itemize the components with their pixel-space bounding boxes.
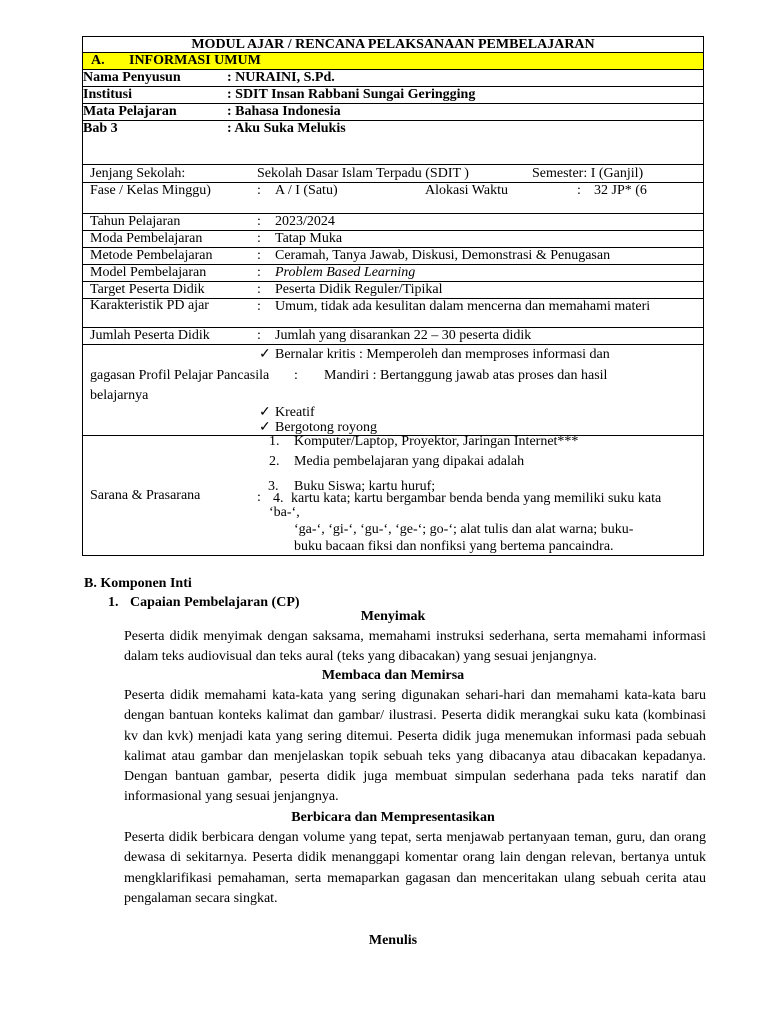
subheading-berbicara: Berbicara dan Mempresentasikan <box>291 810 495 825</box>
row-value: Ceramah, Tanya Jawab, Diskusi, Demonstrasi & Penugasan <box>275 248 611 263</box>
row-colon: : <box>257 490 261 505</box>
row-value: : Aku Suka Melukis <box>227 121 346 136</box>
row-value: Peserta Didik Reguler/Tipikal <box>275 282 443 297</box>
table-row <box>83 248 703 265</box>
info-table <box>82 36 704 556</box>
table-row-profil <box>83 345 703 436</box>
row-key: Jenjang Sekolah: <box>90 166 186 181</box>
table-row-fase <box>83 183 703 214</box>
row-key: Sarana & Prasarana <box>90 488 201 503</box>
row-key: Karakteristik PD ajar <box>90 298 209 313</box>
profil-item <box>259 347 610 363</box>
table-row <box>83 70 703 87</box>
row-key: Nama Penyusun <box>83 70 181 85</box>
list-item: Buku Siswa; kartu huruf; <box>294 479 436 494</box>
row-key: Model Pembelajaran <box>90 265 207 280</box>
section-a-row <box>83 53 703 70</box>
row-colon: : <box>257 328 261 343</box>
table-row <box>83 265 703 282</box>
cp-title: Capaian Pembelajaran (CP) <box>130 595 300 610</box>
row-colon: : <box>257 183 261 198</box>
profil-item-text: Kreatif <box>275 405 315 420</box>
row-colon: : <box>257 282 261 297</box>
row-value: Problem Based Learning <box>275 265 416 280</box>
row-value: : Bahasa Indonesia <box>227 104 341 119</box>
row-key: Target Peserta Didik <box>90 282 205 297</box>
subheading-menyimak: Menyimak <box>360 609 426 624</box>
profil-item-text: Bernalar kritis : Memperoleh dan memproses informasi dan <box>275 347 610 362</box>
row-value: Tatap Muka <box>275 231 343 246</box>
row-value: : NURAINI, S.Pd. <box>227 70 335 85</box>
check-icon: ✓ <box>259 405 271 420</box>
table-row <box>83 87 703 104</box>
row-colon: : <box>257 248 261 263</box>
row-value: Umum, tidak ada kesulitan dalam mencerna dan memahami materi <box>275 299 651 314</box>
list-item: Komputer/Laptop, Proyektor, Jaringan Internet*** <box>294 434 579 449</box>
row-colon: : <box>257 299 261 314</box>
cp-number: 1. <box>108 595 119 610</box>
list-number: 4. <box>273 491 284 506</box>
list-number: 1. <box>269 434 280 449</box>
list-item-cont: ‘ga-‘, ‘gi-‘, ‘gu-‘, ‘ge-‘; go-‘; alat tulis dan alat warna; buku- <box>294 522 634 537</box>
profil-item-text: Bergotong royong <box>275 420 378 435</box>
section-a-title: INFORMASI UMUM <box>129 53 261 68</box>
alokasi-colon: : <box>577 183 581 198</box>
row-key: Moda Pembelajaran <box>90 231 203 246</box>
row-key: Institusi <box>83 87 133 102</box>
list-item-cont: ‘ba-‘, <box>269 505 300 520</box>
list-item-cont: buku bacaan fiksi dan nonfiksi yang bertema pancaindra. <box>294 539 614 554</box>
table-row <box>83 121 703 165</box>
table-row <box>83 104 703 121</box>
table-row <box>83 282 703 299</box>
row-key: Bab 3 <box>83 121 118 136</box>
alokasi-label: Alokasi Waktu <box>425 183 508 198</box>
alokasi-value: 32 JP* (6 <box>594 183 647 198</box>
row-key: Tahun Pelajaran <box>90 214 181 229</box>
list-item: Media pembelajaran yang dipakai adalah <box>294 454 525 469</box>
table-row <box>83 214 703 231</box>
table-row-sarana <box>83 436 703 555</box>
list-item: kartu kata; kartu bergambar benda benda yang memiliki suku kata <box>291 491 662 506</box>
row-colon: : <box>257 214 261 229</box>
row-key: Jumlah Peserta Didik <box>90 328 210 343</box>
row-value: Sekolah Dasar Islam Terpadu (SDIT ) <box>257 166 469 181</box>
paragraph-berbicara: Peserta didik berbicara dengan volume yang tepat, serta menjawab pertanyaan teman, guru, dan orang dewasa di sekitarnya. Peserta didik menanggapi komentar orang lain dengan relevan, bertanya untuk mengklarifikasi pemahaman, serta memaparkan gagasan dan menceritakan ulang sebuah cerita atau pengalaman secara singkat. <box>124 830 706 906</box>
paragraph-membaca: Peserta didik memahami kata-kata yang sering digunakan sehari-hari dan memahami kata-kata baru dengan bantuan konteks kalimat dan gambar/ ilustrasi. Peserta didik merangkai suku kata (kombinasi kv dan kvk) menjadi kata yang sering ditemui. Peserta didik juga menemukan informasi pada sebuah kalimat atau gambar dan menjelaskan topik sebuah teks yang dibacanya atau dibacakan kepadanya. Dengan bantuan gambar, peserta didik juga membuat simpulan sederhana pada teks naratif dan informasional yang sesuai jenjangnya. <box>124 688 706 805</box>
profil-label: gagasan Profil Pelajar Pancasila <box>90 368 270 383</box>
list-number: 3. <box>268 479 279 494</box>
profil-colon: : <box>294 368 298 383</box>
row-value: : SDIT Insan Rabbani Sungai Geringging <box>227 87 476 102</box>
table-row <box>83 328 703 345</box>
check-icon: ✓ <box>259 420 271 435</box>
section-a-label: A. <box>91 53 105 68</box>
profil-item <box>259 405 315 421</box>
table-row-jenjang <box>83 165 703 183</box>
document-title: MODUL AJAR / RENCANA PELAKSANAAN PEMBELAJARAN <box>191 37 595 52</box>
row-key: Fase / Kelas Minggu) <box>90 183 211 198</box>
row-value: 2023/2024 <box>275 214 335 229</box>
row-colon: : <box>257 231 261 246</box>
table-row-karakteristik <box>83 299 703 328</box>
list-number: 2. <box>269 454 280 469</box>
table-row <box>83 231 703 248</box>
row-key: Mata Pelajaran <box>83 104 177 119</box>
section-b-heading: B. Komponen Inti <box>84 576 192 591</box>
profil-label-cont: belajarnya <box>90 388 149 403</box>
row-key: Metode Pembelajaran <box>90 248 213 263</box>
row-value: Jumlah yang disarankan 22 – 30 peserta didik <box>275 328 532 343</box>
semester-value: Semester: I (Ganjil) <box>532 166 644 181</box>
subheading-membaca: Membaca dan Memirsa <box>321 668 465 683</box>
row-colon: : <box>257 265 261 280</box>
profil-item-text: Mandiri : Bertanggung jawab atas proses dan hasil <box>324 368 608 383</box>
table-title-row <box>83 37 703 53</box>
check-icon: ✓ <box>259 347 271 362</box>
subheading-menulis: Menulis <box>368 933 418 948</box>
paragraph-menyimak: Peserta didik menyimak dengan saksama, memahami instruksi sederhana, serta memahami informasi dalam teks audiovisual dan teks aural (teks yang dibacakan) yang sesuai jenjangnya. <box>124 629 706 665</box>
row-value: A / I (Satu) <box>275 183 338 198</box>
